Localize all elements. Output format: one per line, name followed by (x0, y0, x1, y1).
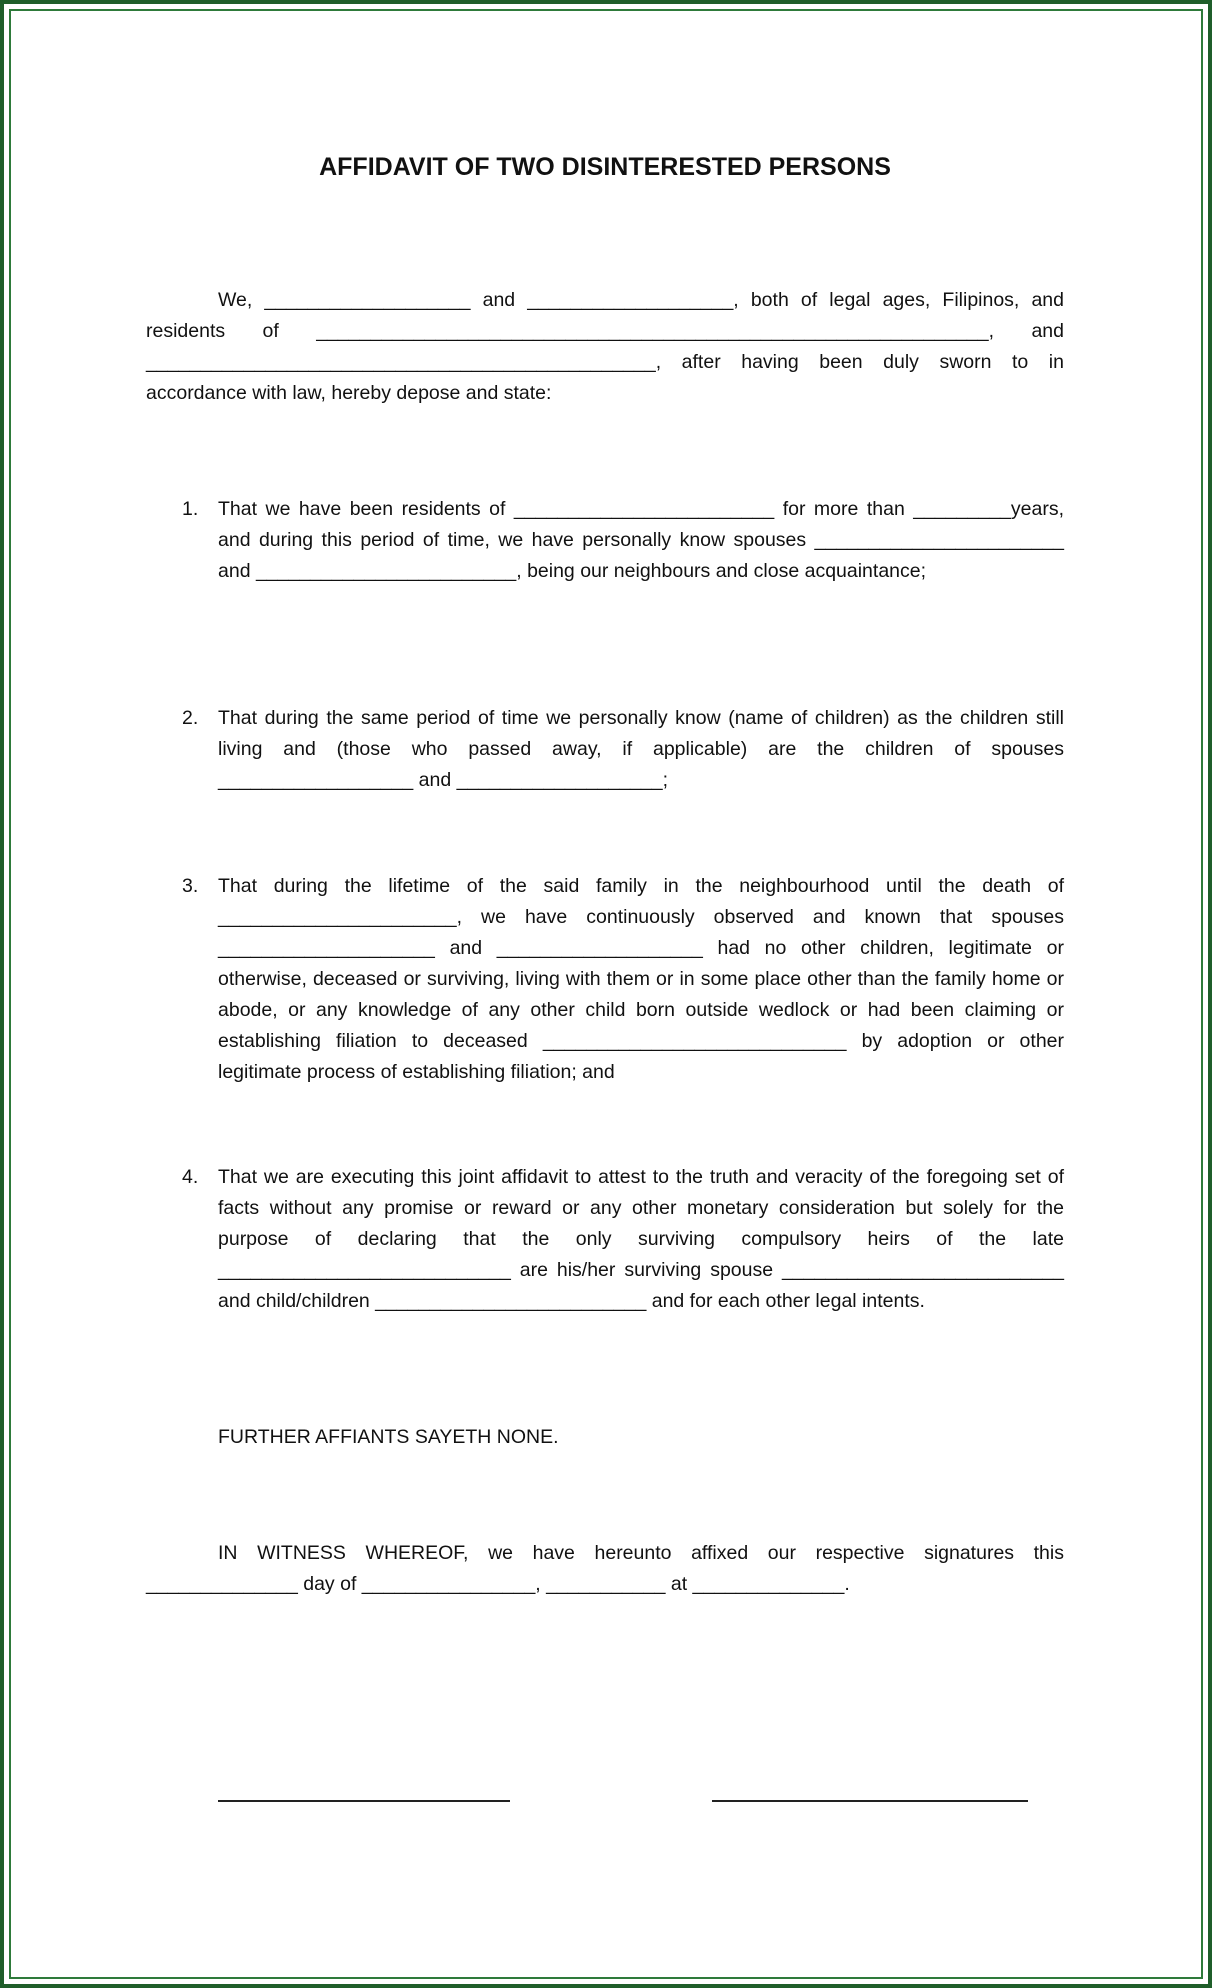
signature-line-left (218, 1800, 510, 1802)
list-item (146, 871, 1064, 1088)
list-item (146, 494, 1064, 587)
item-text: That we are executing this joint affidavit to attest to the truth and veracity of the foregoing set of facts without any promise or reward or any other monetary consideration but solely for the purpose of declaring that the only surviving compulsory heirs of the late ___________________________ are his/her surviving spouse __________________________ and child/children _________________________ and for each other legal intents. (218, 1166, 1064, 1312)
item-number: 3. (182, 875, 199, 897)
item-text: That we have been residents of ________________________ for more than _________years, and during this period of time, we have personally know spouses _______________________ and ________________________, being our neighbours and close acquaintance; (218, 498, 1064, 582)
further-affiants-statement: FURTHER AFFIANTS SAYETH NONE. (218, 1426, 559, 1448)
document-title: AFFIDAVIT OF TWO DISINTERESTED PERSONS (319, 153, 891, 181)
item-number: 1. (182, 498, 199, 520)
list-item (146, 1162, 1064, 1317)
item-text: That during the lifetime of the said family in the neighbourhood until the death of ______________________, we have continuously observed and known that spouses ____________________ and ___________________ had no other children, legitimate or otherwise, deceased or surviving, living with them or in some place other than the family home or abode, or any knowledge of any other child born outside wedlock or had been claiming or establishing filiation to deceased ____________________________ by adoption or other legitimate process of establishing filiation; and (218, 875, 1064, 1083)
signature-line-right (712, 1800, 1028, 1802)
item-number: 4. (182, 1166, 199, 1188)
intro-paragraph: We, ___________________ and ___________________, both of legal ages, Filipinos, and residents of ______________________________________________________________, and _______________________________________________, after having been duly sworn to in accordance with law, hereby depose and state: (146, 289, 1064, 404)
item-text: That during the same period of time we personally know (name of children) as the children still living and (those who passed away, if applicable) are the children of spouses __________________ and ___________________; (218, 707, 1064, 791)
witness-paragraph: IN WITNESS WHEREOF, we have hereunto affixed our respective signatures this ______________ day of ________________, ___________ at ______________. (146, 1542, 1064, 1595)
item-number: 2. (182, 707, 199, 729)
list-item (146, 703, 1064, 796)
